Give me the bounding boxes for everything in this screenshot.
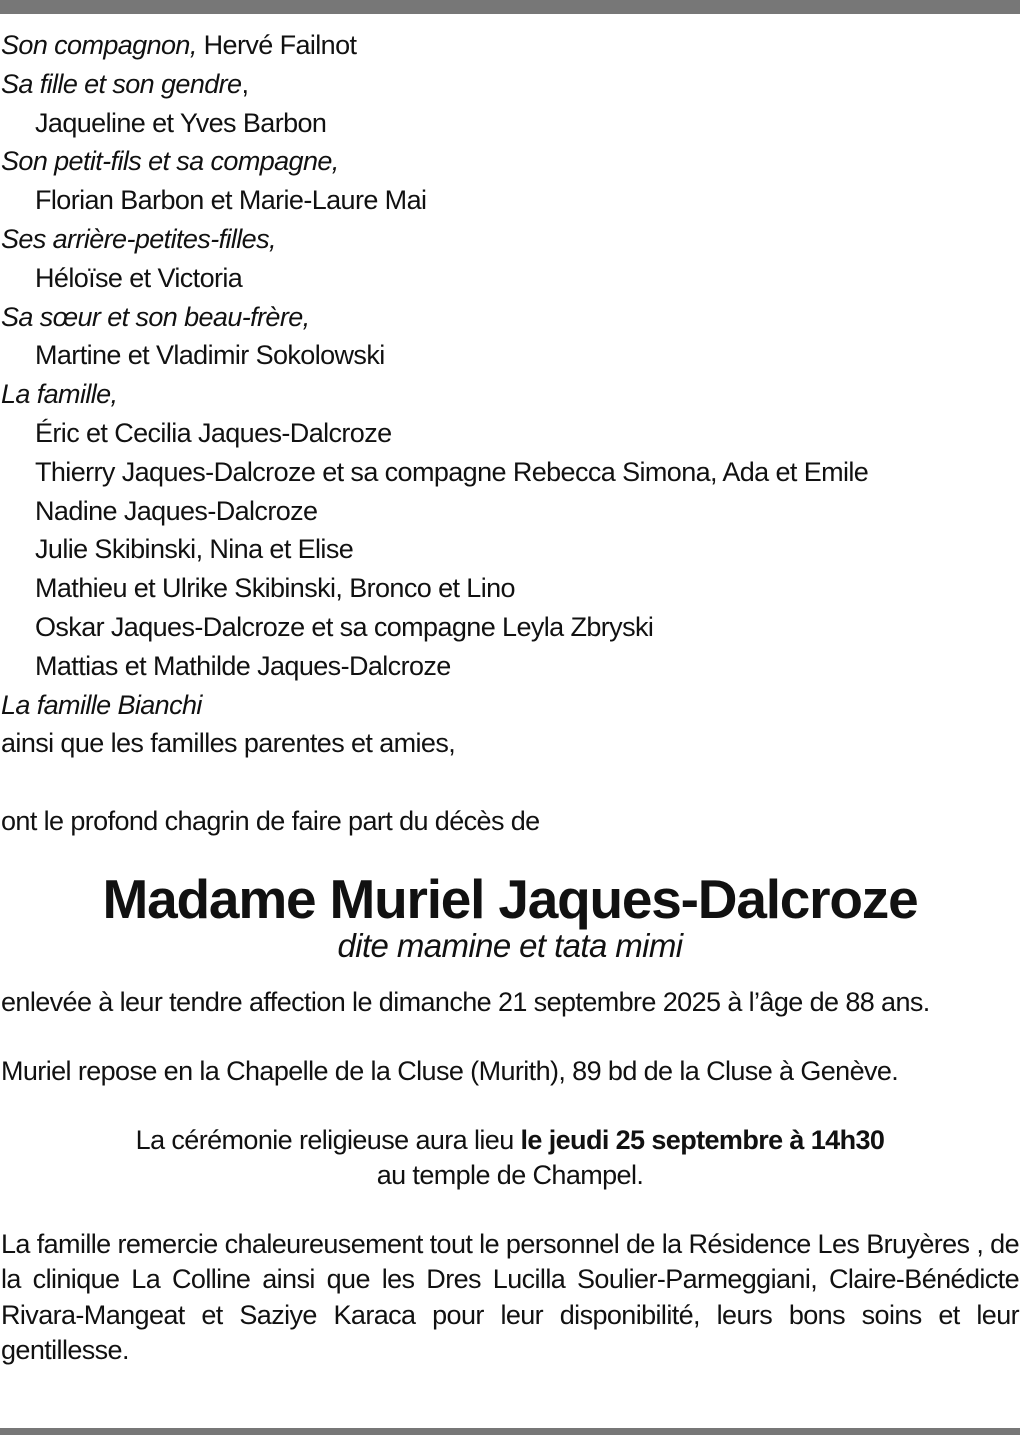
family-line: [1, 26, 1019, 65]
relation-label: La famille Bianchi: [1, 689, 202, 720]
ceremony-line: [1, 1123, 1019, 1158]
announcement-text: ont le profond chagrin de faire part du décès de: [1, 805, 540, 836]
relative-name: Martine et Vladimir Sokolowski: [35, 340, 385, 371]
relative-name: Thierry Jaques-Dalcroze et sa compagne Rebecca Simona, Ada et Emile: [35, 456, 869, 487]
relative-name: Éric et Cecilia Jaques-Dalcroze: [35, 417, 392, 448]
ceremony-date: le jeudi 25 septembre à 14h30: [520, 1124, 885, 1155]
deceased-nickname: dite mamine et tata mimi: [337, 926, 683, 964]
relative-name: Julie Skibinski, Nina et Elise: [35, 534, 354, 565]
relation-label: Son petit-fils et sa compagne,: [1, 146, 339, 177]
death-details: enlevée à leur tendre affection le dimanche 21 septembre 2025 à l’âge de 88 ans.: [1, 986, 930, 1017]
bottom-border-rule: [0, 1428, 1020, 1435]
resting-place: Muriel repose en la Chapelle de la Cluse (Murith), 89 bd de la Cluse à Genève.: [1, 1055, 899, 1086]
spacer: [1, 763, 1019, 802]
relation-label: La famille,: [1, 379, 118, 410]
relative-name: Nadine Jaques-Dalcroze: [35, 495, 318, 526]
closing-line: ainsi que les familles parentes et amies,: [1, 728, 456, 759]
relative-name: Jaqueline et Yves Barbon: [35, 107, 327, 138]
relative-name: Hervé Failnot: [203, 30, 357, 60]
obituary-notice: [1, 26, 1019, 1369]
relative-name: Mattias et Mathilde Jaques-Dalcroze: [35, 650, 451, 681]
thanks-paragraph: La famille remercie chaleureusement tout le personnel de la Résidence Les Bruyères , de la clinique La Colline ainsi que les Dres Lucilla Soulier-Parmeggiani, Claire-Bénédicte Rivara-Mangeat et Saziye Karaca pour leur disponibilité, leurs bons soins et leur gentillesse.: [1, 1228, 1019, 1366]
ceremony-info: [1, 1123, 1019, 1193]
relation-label: Sa sœur et son beau-frère,: [1, 301, 310, 332]
family-list: [1, 26, 1019, 763]
relation-label: Son compagnon,: [1, 30, 197, 60]
relation-label: Ses arrière-petites-filles,: [1, 223, 276, 254]
relative-name: Oskar Jaques-Dalcroze et sa compagne Leyla Zbryski: [35, 611, 654, 642]
relative-name: Héloïse et Victoria: [35, 262, 243, 293]
ceremony-place: au temple de Champel.: [376, 1159, 644, 1190]
relation-suffix: ,: [241, 68, 249, 99]
family-line: [1, 65, 1019, 104]
relation-label: Sa fille et son gendre: [1, 68, 242, 99]
relative-name: Florian Barbon et Marie-Laure Mai: [35, 185, 427, 216]
top-border-rule: [0, 0, 1020, 14]
ceremony-intro: La cérémonie religieuse aura lieu: [135, 1124, 521, 1155]
relative-name: Mathieu et Ulrike Skibinski, Bronco et Lino: [35, 573, 515, 604]
deceased-name: Madame Muriel Jaques-Dalcroze: [102, 867, 918, 930]
